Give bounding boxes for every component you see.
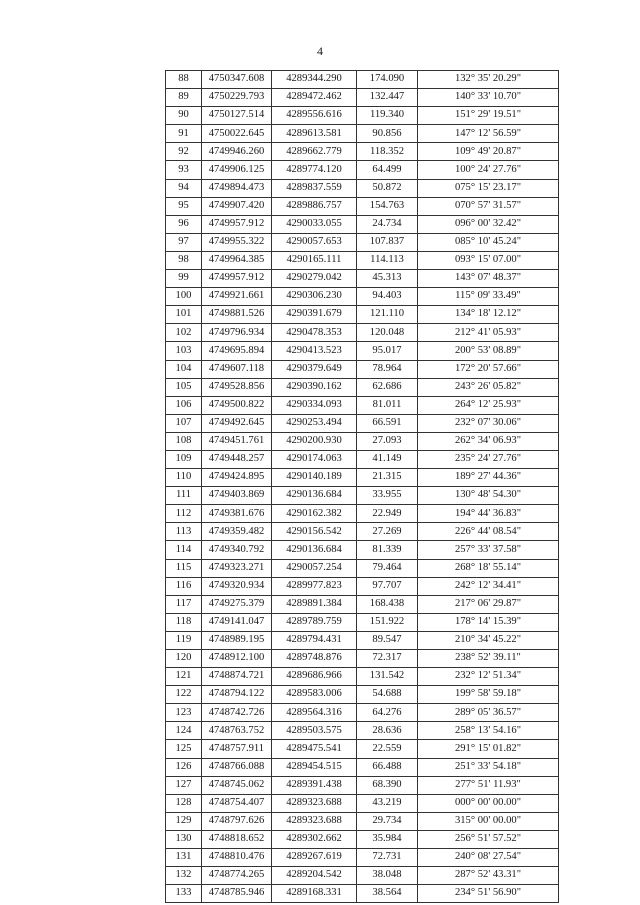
table-row xyxy=(166,686,559,704)
point-number-cell: 111 xyxy=(166,487,202,505)
y-coordinate-cell: 4290057.653 xyxy=(272,233,357,251)
point-number-cell: 110 xyxy=(166,469,202,487)
distance-cell: 118.352 xyxy=(357,143,418,161)
x-coordinate-cell: 4749946.260 xyxy=(202,143,272,161)
x-coordinate-cell: 4748810.476 xyxy=(202,849,272,867)
table-row xyxy=(166,523,559,541)
y-coordinate-cell: 4289564.316 xyxy=(272,704,357,722)
x-coordinate-cell: 4749921.661 xyxy=(202,288,272,306)
x-coordinate-cell: 4749796.934 xyxy=(202,324,272,342)
distance-cell: 45.313 xyxy=(357,270,418,288)
x-coordinate-cell: 4748797.626 xyxy=(202,812,272,830)
bearing-cell: 240° 08' 27.54" xyxy=(418,849,559,867)
point-number-cell: 129 xyxy=(166,812,202,830)
point-number-cell: 132 xyxy=(166,867,202,885)
distance-cell: 154.763 xyxy=(357,197,418,215)
x-coordinate-cell: 4750229.793 xyxy=(202,89,272,107)
bearing-cell: 238° 52' 39.11" xyxy=(418,650,559,668)
bearing-cell: 287° 52' 43.31" xyxy=(418,867,559,885)
table-row xyxy=(166,396,559,414)
distance-cell: 119.340 xyxy=(357,107,418,125)
bearing-cell: 075° 15' 23.17" xyxy=(418,179,559,197)
x-coordinate-cell: 4749894.473 xyxy=(202,179,272,197)
x-coordinate-cell: 4749359.482 xyxy=(202,523,272,541)
page-number: 4 xyxy=(317,44,323,58)
table-row xyxy=(166,469,559,487)
point-number-cell: 107 xyxy=(166,414,202,432)
bearing-cell: 085° 10' 45.24" xyxy=(418,233,559,251)
y-coordinate-cell: 4289583.006 xyxy=(272,686,357,704)
table-row xyxy=(166,270,559,288)
x-coordinate-cell: 4749957.912 xyxy=(202,215,272,233)
point-number-cell: 121 xyxy=(166,668,202,686)
x-coordinate-cell: 4748766.088 xyxy=(202,758,272,776)
y-coordinate-cell: 4289837.559 xyxy=(272,179,357,197)
distance-cell: 114.113 xyxy=(357,251,418,269)
table-row xyxy=(166,432,559,450)
point-number-cell: 127 xyxy=(166,776,202,794)
bearing-cell: 130° 48' 54.30" xyxy=(418,487,559,505)
y-coordinate-cell: 4289686.966 xyxy=(272,668,357,686)
y-coordinate-cell: 4290057.254 xyxy=(272,559,357,577)
x-coordinate-cell: 4748818.652 xyxy=(202,830,272,848)
bearing-cell: 291° 15' 01.82" xyxy=(418,740,559,758)
bearing-cell: 151° 29' 19.51" xyxy=(418,107,559,125)
x-coordinate-cell: 4748989.195 xyxy=(202,631,272,649)
bearing-cell: 143° 07' 48.37" xyxy=(418,270,559,288)
table-row xyxy=(166,631,559,649)
distance-cell: 27.093 xyxy=(357,432,418,450)
y-coordinate-cell: 4289977.823 xyxy=(272,577,357,595)
point-number-cell: 131 xyxy=(166,849,202,867)
point-number-cell: 101 xyxy=(166,306,202,324)
table-row xyxy=(166,867,559,885)
bearing-cell: 178° 14' 15.39" xyxy=(418,613,559,631)
point-number-cell: 103 xyxy=(166,342,202,360)
bearing-cell: 256° 51' 57.52" xyxy=(418,830,559,848)
x-coordinate-cell: 4749403.869 xyxy=(202,487,272,505)
point-number-cell: 91 xyxy=(166,125,202,143)
distance-cell: 33.955 xyxy=(357,487,418,505)
y-coordinate-cell: 4290174.063 xyxy=(272,450,357,468)
distance-cell: 78.964 xyxy=(357,360,418,378)
distance-cell: 131.542 xyxy=(357,668,418,686)
point-number-cell: 112 xyxy=(166,505,202,523)
distance-cell: 97.707 xyxy=(357,577,418,595)
point-number-cell: 105 xyxy=(166,378,202,396)
table-row xyxy=(166,251,559,269)
distance-cell: 35.984 xyxy=(357,830,418,848)
y-coordinate-cell: 4290413.523 xyxy=(272,342,357,360)
distance-cell: 29.734 xyxy=(357,812,418,830)
distance-cell: 64.276 xyxy=(357,704,418,722)
x-coordinate-cell: 4748763.752 xyxy=(202,722,272,740)
distance-cell: 81.011 xyxy=(357,396,418,414)
y-coordinate-cell: 4289344.290 xyxy=(272,71,357,89)
coordinates-table-body xyxy=(166,71,559,903)
distance-cell: 168.438 xyxy=(357,595,418,613)
table-row xyxy=(166,776,559,794)
y-coordinate-cell: 4290033.055 xyxy=(272,215,357,233)
bearing-cell: 200° 53' 08.89" xyxy=(418,342,559,360)
bearing-cell: 172° 20' 57.66" xyxy=(418,360,559,378)
bearing-cell: 000° 00' 00.00" xyxy=(418,794,559,812)
x-coordinate-cell: 4749320.934 xyxy=(202,577,272,595)
x-coordinate-cell: 4749964.385 xyxy=(202,251,272,269)
bearing-cell: 257° 33' 37.58" xyxy=(418,541,559,559)
table-row xyxy=(166,830,559,848)
y-coordinate-cell: 4290306.230 xyxy=(272,288,357,306)
y-coordinate-cell: 4289204.542 xyxy=(272,867,357,885)
y-coordinate-cell: 4289391.438 xyxy=(272,776,357,794)
y-coordinate-cell: 4290162.382 xyxy=(272,505,357,523)
table-row xyxy=(166,107,559,125)
table-row xyxy=(166,577,559,595)
table-row xyxy=(166,505,559,523)
point-number-cell: 93 xyxy=(166,161,202,179)
table-row xyxy=(166,89,559,107)
bearing-cell: 232° 12' 51.34" xyxy=(418,668,559,686)
point-number-cell: 100 xyxy=(166,288,202,306)
x-coordinate-cell: 4748785.946 xyxy=(202,885,272,903)
table-row xyxy=(166,233,559,251)
bearing-cell: 199° 58' 59.18" xyxy=(418,686,559,704)
x-coordinate-cell: 4748874.721 xyxy=(202,668,272,686)
y-coordinate-cell: 4289323.688 xyxy=(272,812,357,830)
x-coordinate-cell: 4749955.322 xyxy=(202,233,272,251)
y-coordinate-cell: 4290165.111 xyxy=(272,251,357,269)
point-number-cell: 104 xyxy=(166,360,202,378)
x-coordinate-cell: 4749381.676 xyxy=(202,505,272,523)
table-row xyxy=(166,71,559,89)
table-row xyxy=(166,668,559,686)
distance-cell: 66.591 xyxy=(357,414,418,432)
distance-cell: 27.269 xyxy=(357,523,418,541)
point-number-cell: 133 xyxy=(166,885,202,903)
bearing-cell: 070° 57' 31.57" xyxy=(418,197,559,215)
bearing-cell: 235° 24' 27.76" xyxy=(418,450,559,468)
distance-cell: 90.856 xyxy=(357,125,418,143)
point-number-cell: 128 xyxy=(166,794,202,812)
table-row xyxy=(166,613,559,631)
bearing-cell: 115° 09' 33.49" xyxy=(418,288,559,306)
y-coordinate-cell: 4289323.688 xyxy=(272,794,357,812)
y-coordinate-cell: 4290136.684 xyxy=(272,487,357,505)
y-coordinate-cell: 4290156.542 xyxy=(272,523,357,541)
bearing-cell: 096° 00' 32.42" xyxy=(418,215,559,233)
point-number-cell: 99 xyxy=(166,270,202,288)
y-coordinate-cell: 4289503.575 xyxy=(272,722,357,740)
point-number-cell: 120 xyxy=(166,650,202,668)
distance-cell: 72.317 xyxy=(357,650,418,668)
y-coordinate-cell: 4289789.759 xyxy=(272,613,357,631)
table-row xyxy=(166,378,559,396)
point-number-cell: 96 xyxy=(166,215,202,233)
bearing-cell: 234° 51' 56.90" xyxy=(418,885,559,903)
distance-cell: 62.686 xyxy=(357,378,418,396)
point-number-cell: 94 xyxy=(166,179,202,197)
point-number-cell: 109 xyxy=(166,450,202,468)
table-row xyxy=(166,812,559,830)
bearing-cell: 189° 27' 44.36" xyxy=(418,469,559,487)
distance-cell: 38.048 xyxy=(357,867,418,885)
distance-cell: 81.339 xyxy=(357,541,418,559)
x-coordinate-cell: 4748794.122 xyxy=(202,686,272,704)
table-row xyxy=(166,288,559,306)
x-coordinate-cell: 4749340.792 xyxy=(202,541,272,559)
y-coordinate-cell: 4289748.876 xyxy=(272,650,357,668)
y-coordinate-cell: 4289454.515 xyxy=(272,758,357,776)
point-number-cell: 102 xyxy=(166,324,202,342)
point-number-cell: 118 xyxy=(166,613,202,631)
table-row xyxy=(166,849,559,867)
x-coordinate-cell: 4748754.407 xyxy=(202,794,272,812)
point-number-cell: 123 xyxy=(166,704,202,722)
point-number-cell: 92 xyxy=(166,143,202,161)
table-row xyxy=(166,541,559,559)
x-coordinate-cell: 4749448.257 xyxy=(202,450,272,468)
table-row xyxy=(166,360,559,378)
y-coordinate-cell: 4289613.581 xyxy=(272,125,357,143)
y-coordinate-cell: 4289267.619 xyxy=(272,849,357,867)
bearing-cell: 262° 34' 06.93" xyxy=(418,432,559,450)
table-row xyxy=(166,740,559,758)
y-coordinate-cell: 4289556.616 xyxy=(272,107,357,125)
coordinates-table xyxy=(165,70,559,903)
table-row xyxy=(166,704,559,722)
distance-cell: 89.547 xyxy=(357,631,418,649)
bearing-cell: 134° 18' 12.12" xyxy=(418,306,559,324)
x-coordinate-cell: 4750127.514 xyxy=(202,107,272,125)
bearing-cell: 232° 07' 30.06" xyxy=(418,414,559,432)
x-coordinate-cell: 4748912.100 xyxy=(202,650,272,668)
table-row xyxy=(166,125,559,143)
distance-cell: 79.464 xyxy=(357,559,418,577)
bearing-cell: 093° 15' 07.00" xyxy=(418,251,559,269)
point-number-cell: 130 xyxy=(166,830,202,848)
distance-cell: 107.837 xyxy=(357,233,418,251)
bearing-cell: 277° 51' 11.93" xyxy=(418,776,559,794)
table-row xyxy=(166,650,559,668)
y-coordinate-cell: 4290140.189 xyxy=(272,469,357,487)
bearing-cell: 217° 06' 29.87" xyxy=(418,595,559,613)
table-row xyxy=(166,758,559,776)
point-number-cell: 115 xyxy=(166,559,202,577)
point-number-cell: 90 xyxy=(166,107,202,125)
x-coordinate-cell: 4749528.856 xyxy=(202,378,272,396)
x-coordinate-cell: 4749323.271 xyxy=(202,559,272,577)
y-coordinate-cell: 4289891.384 xyxy=(272,595,357,613)
x-coordinate-cell: 4749607.118 xyxy=(202,360,272,378)
table-row xyxy=(166,722,559,740)
distance-cell: 64.499 xyxy=(357,161,418,179)
y-coordinate-cell: 4289472.462 xyxy=(272,89,357,107)
point-number-cell: 97 xyxy=(166,233,202,251)
bearing-cell: 268° 18' 55.14" xyxy=(418,559,559,577)
point-number-cell: 88 xyxy=(166,71,202,89)
y-coordinate-cell: 4290253.494 xyxy=(272,414,357,432)
y-coordinate-cell: 4290390.162 xyxy=(272,378,357,396)
y-coordinate-cell: 4289168.331 xyxy=(272,885,357,903)
bearing-cell: 147° 12' 56.59" xyxy=(418,125,559,143)
y-coordinate-cell: 4289662.779 xyxy=(272,143,357,161)
point-number-cell: 124 xyxy=(166,722,202,740)
distance-cell: 95.017 xyxy=(357,342,418,360)
point-number-cell: 126 xyxy=(166,758,202,776)
bearing-cell: 258° 13' 54.16" xyxy=(418,722,559,740)
distance-cell: 38.564 xyxy=(357,885,418,903)
table-row xyxy=(166,161,559,179)
table-row xyxy=(166,215,559,233)
distance-cell: 28.636 xyxy=(357,722,418,740)
point-number-cell: 106 xyxy=(166,396,202,414)
point-number-cell: 114 xyxy=(166,541,202,559)
table-row xyxy=(166,143,559,161)
x-coordinate-cell: 4749451.761 xyxy=(202,432,272,450)
distance-cell: 54.688 xyxy=(357,686,418,704)
x-coordinate-cell: 4750022.645 xyxy=(202,125,272,143)
bearing-cell: 210° 34' 45.22" xyxy=(418,631,559,649)
point-number-cell: 119 xyxy=(166,631,202,649)
point-number-cell: 89 xyxy=(166,89,202,107)
distance-cell: 132.447 xyxy=(357,89,418,107)
distance-cell: 24.734 xyxy=(357,215,418,233)
y-coordinate-cell: 4289774.120 xyxy=(272,161,357,179)
x-coordinate-cell: 4749492.645 xyxy=(202,414,272,432)
bearing-cell: 212° 41' 05.93" xyxy=(418,324,559,342)
table-row xyxy=(166,306,559,324)
x-coordinate-cell: 4749907.420 xyxy=(202,197,272,215)
bearing-cell: 226° 44' 08.54" xyxy=(418,523,559,541)
bearing-cell: 289° 05' 36.57" xyxy=(418,704,559,722)
point-number-cell: 98 xyxy=(166,251,202,269)
point-number-cell: 113 xyxy=(166,523,202,541)
table-row xyxy=(166,595,559,613)
distance-cell: 21.315 xyxy=(357,469,418,487)
x-coordinate-cell: 4749141.047 xyxy=(202,613,272,631)
distance-cell: 50.872 xyxy=(357,179,418,197)
bearing-cell: 132° 35' 20.29" xyxy=(418,71,559,89)
distance-cell: 22.559 xyxy=(357,740,418,758)
x-coordinate-cell: 4750347.608 xyxy=(202,71,272,89)
distance-cell: 120.048 xyxy=(357,324,418,342)
table-row xyxy=(166,324,559,342)
y-coordinate-cell: 4289794.431 xyxy=(272,631,357,649)
y-coordinate-cell: 4290379.649 xyxy=(272,360,357,378)
y-coordinate-cell: 4290391.679 xyxy=(272,306,357,324)
table-row xyxy=(166,414,559,432)
y-coordinate-cell: 4290334.093 xyxy=(272,396,357,414)
bearing-cell: 242° 12' 34.41" xyxy=(418,577,559,595)
distance-cell: 22.949 xyxy=(357,505,418,523)
x-coordinate-cell: 4748757.911 xyxy=(202,740,272,758)
bearing-cell: 100° 24' 27.76" xyxy=(418,161,559,179)
y-coordinate-cell: 4290478.353 xyxy=(272,324,357,342)
x-coordinate-cell: 4748774.265 xyxy=(202,867,272,885)
x-coordinate-cell: 4749275.379 xyxy=(202,595,272,613)
x-coordinate-cell: 4748742.726 xyxy=(202,704,272,722)
bearing-cell: 109° 49' 20.87" xyxy=(418,143,559,161)
table-row xyxy=(166,794,559,812)
distance-cell: 121.110 xyxy=(357,306,418,324)
bearing-cell: 264° 12' 25.93" xyxy=(418,396,559,414)
table-row xyxy=(166,197,559,215)
bearing-cell: 251° 33' 54.18" xyxy=(418,758,559,776)
distance-cell: 68.390 xyxy=(357,776,418,794)
x-coordinate-cell: 4749957.912 xyxy=(202,270,272,288)
table-row xyxy=(166,885,559,903)
table-row xyxy=(166,487,559,505)
point-number-cell: 95 xyxy=(166,197,202,215)
distance-cell: 174.090 xyxy=(357,71,418,89)
distance-cell: 43.219 xyxy=(357,794,418,812)
x-coordinate-cell: 4749424.895 xyxy=(202,469,272,487)
x-coordinate-cell: 4748745.062 xyxy=(202,776,272,794)
y-coordinate-cell: 4290279.042 xyxy=(272,270,357,288)
table-row xyxy=(166,179,559,197)
distance-cell: 41.149 xyxy=(357,450,418,468)
point-number-cell: 117 xyxy=(166,595,202,613)
y-coordinate-cell: 4290136.684 xyxy=(272,541,357,559)
y-coordinate-cell: 4290200.930 xyxy=(272,432,357,450)
table-row xyxy=(166,559,559,577)
y-coordinate-cell: 4289302.662 xyxy=(272,830,357,848)
table-row xyxy=(166,342,559,360)
y-coordinate-cell: 4289475.541 xyxy=(272,740,357,758)
point-number-cell: 108 xyxy=(166,432,202,450)
distance-cell: 94.403 xyxy=(357,288,418,306)
table-row xyxy=(166,450,559,468)
point-number-cell: 122 xyxy=(166,686,202,704)
bearing-cell: 194° 44' 36.83" xyxy=(418,505,559,523)
point-number-cell: 125 xyxy=(166,740,202,758)
bearing-cell: 243° 26' 05.82" xyxy=(418,378,559,396)
x-coordinate-cell: 4749695.894 xyxy=(202,342,272,360)
distance-cell: 72.731 xyxy=(357,849,418,867)
point-number-cell: 116 xyxy=(166,577,202,595)
bearing-cell: 315° 00' 00.00" xyxy=(418,812,559,830)
x-coordinate-cell: 4749500.822 xyxy=(202,396,272,414)
bearing-cell: 140° 33' 10.70" xyxy=(418,89,559,107)
distance-cell: 66.488 xyxy=(357,758,418,776)
y-coordinate-cell: 4289886.757 xyxy=(272,197,357,215)
x-coordinate-cell: 4749881.526 xyxy=(202,306,272,324)
distance-cell: 151.922 xyxy=(357,613,418,631)
x-coordinate-cell: 4749906.125 xyxy=(202,161,272,179)
